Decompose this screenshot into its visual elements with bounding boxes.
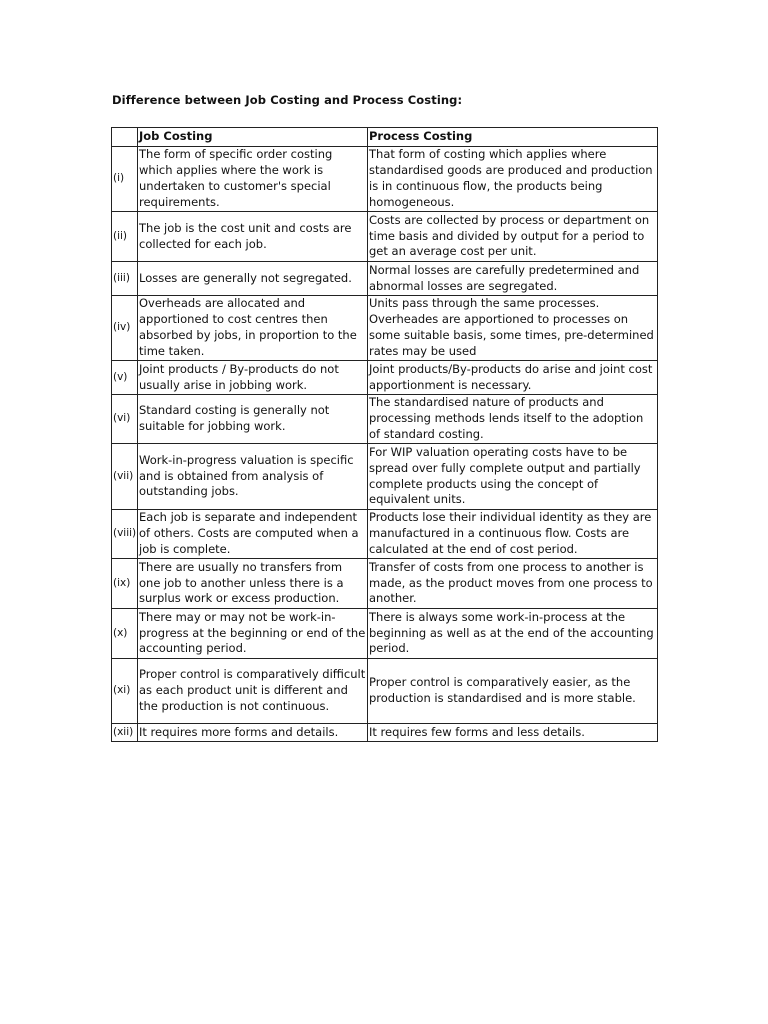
process-costing-cell: For WIP valuation operating costs have to be spread over fully complete output and partially complete products using the concept of equivalent units. [368, 444, 658, 510]
table-row [112, 395, 658, 444]
row-number: (i) [112, 147, 138, 212]
table-header-row [112, 128, 658, 147]
process-costing-cell: Costs are collected by process or department on time basis and divided by output for a period to get an average cost per unit. [368, 212, 658, 262]
header-number [112, 128, 138, 147]
table-row [112, 262, 658, 296]
process-costing-cell: Proper control is comparatively easier, as the production is standardised and is more stable. [368, 659, 658, 724]
process-costing-cell: Normal losses are carefully predetermined and abnormal losses are segregated. [368, 262, 658, 296]
job-costing-cell: The form of specific order costing which applies where the work is undertaken to customer's special requirements. [138, 147, 368, 212]
header-process-costing: Process Costing [368, 128, 658, 147]
table-row [112, 212, 658, 262]
job-costing-cell: There are usually no transfers from one job to another unless there is a surplus work or excess production. [138, 559, 368, 609]
job-costing-cell: There may or may not be work-in-progress at the beginning or end of the accounting period. [138, 609, 368, 659]
row-number: (xi) [112, 659, 138, 724]
comparison-table [111, 127, 658, 742]
row-number: (vi) [112, 395, 138, 444]
row-number: (viii) [112, 510, 138, 559]
process-costing-cell: That form of costing which applies where standardised goods are produced and production is in continuous flow, the products being homogeneous. [368, 147, 658, 212]
header-job-costing: Job Costing [138, 128, 368, 147]
job-costing-cell: Each job is separate and independent of others. Costs are computed when a job is complete. [138, 510, 368, 559]
process-costing-cell: Transfer of costs from one process to another is made, as the product moves from one process to another. [368, 559, 658, 609]
table-row [112, 361, 658, 395]
table-row [112, 444, 658, 510]
table-row [112, 147, 658, 212]
row-number: (iii) [112, 262, 138, 296]
table-row [112, 510, 658, 559]
process-costing-cell: There is always some work-in-process at the beginning as well as at the end of the accounting period. [368, 609, 658, 659]
process-costing-cell: The standardised nature of products and processing methods lends itself to the adoption of standard costing. [368, 395, 658, 444]
process-costing-cell: Products lose their individual identity as they are manufactured in a continuous flow. Costs are calculated at the end of cost period. [368, 510, 658, 559]
row-number: (xii) [112, 724, 138, 742]
table-row [112, 559, 658, 609]
row-number: (x) [112, 609, 138, 659]
job-costing-cell: Standard costing is generally not suitable for jobbing work. [138, 395, 368, 444]
process-costing-cell: Joint products/By-products do arise and joint cost apportionment is necessary. [368, 361, 658, 395]
job-costing-cell: Proper control is comparatively difficult as each product unit is different and the production is not continuous. [138, 659, 368, 724]
table-row [112, 659, 658, 724]
job-costing-cell: Losses are generally not segregated. [138, 262, 368, 296]
row-number: (iv) [112, 296, 138, 361]
job-costing-cell: It requires more forms and details. [138, 724, 368, 742]
job-costing-cell: The job is the cost unit and costs are collected for each job. [138, 212, 368, 262]
table-row [112, 296, 658, 361]
row-number: (ii) [112, 212, 138, 262]
process-costing-cell: Units pass through the same processes. Overheades are apportioned to processes on some suitable basis, some times, pre-determined rates may be used [368, 296, 658, 361]
document-title: Difference between Job Costing and Process Costing: [112, 93, 463, 107]
row-number: (v) [112, 361, 138, 395]
job-costing-cell: Work-in-progress valuation is specific and is obtained from analysis of outstanding jobs. [138, 444, 368, 510]
job-costing-cell: Joint products / By-products do not usually arise in jobbing work. [138, 361, 368, 395]
job-costing-cell: Overheads are allocated and apportioned to cost centres then absorbed by jobs, in proportion to the time taken. [138, 296, 368, 361]
table-row [112, 609, 658, 659]
row-number: (vii) [112, 444, 138, 510]
process-costing-cell: It requires few forms and less details. [368, 724, 658, 742]
table-row [112, 724, 658, 742]
row-number: (ix) [112, 559, 138, 609]
